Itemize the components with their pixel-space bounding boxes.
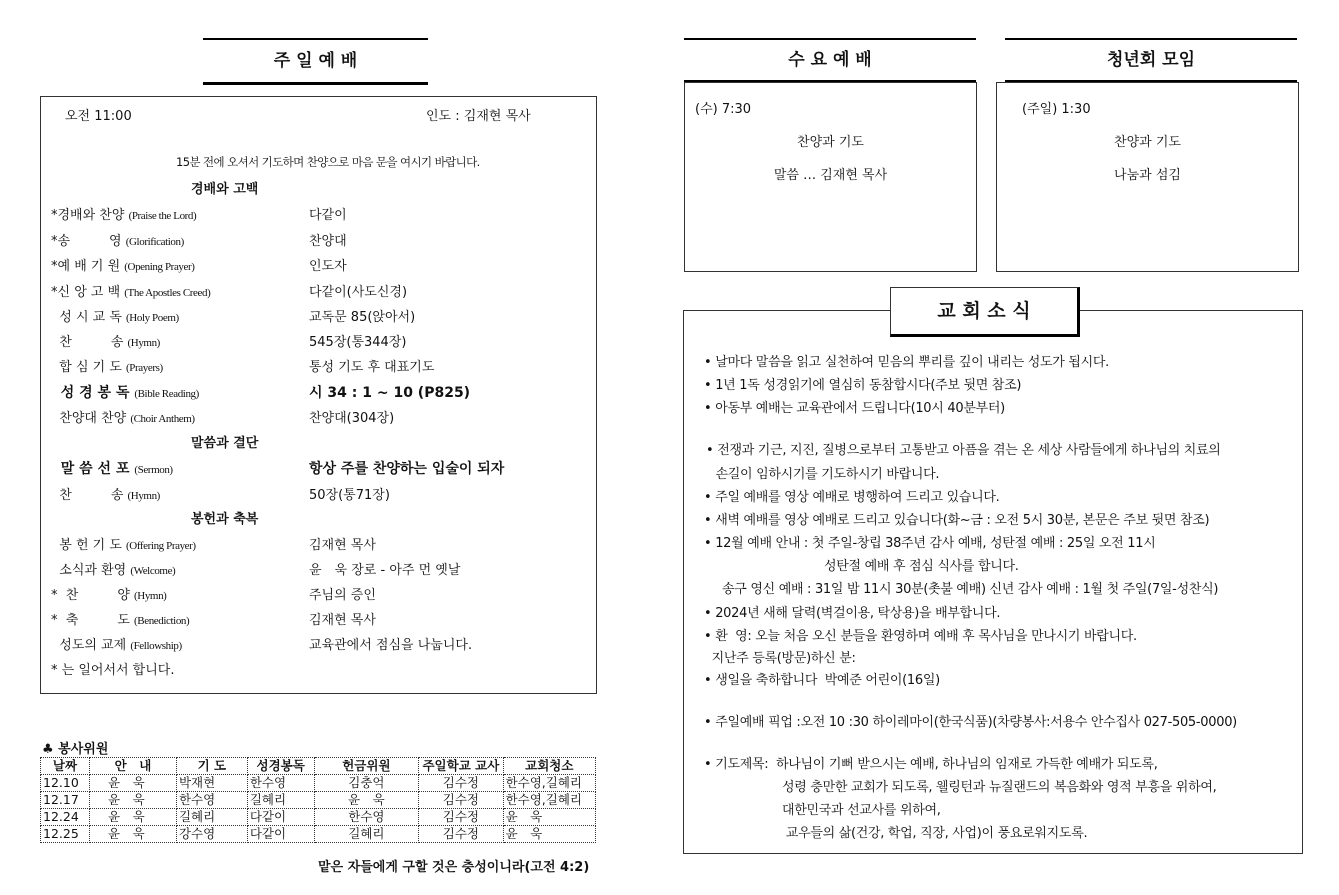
table-cell: 윤 욱 [90, 809, 177, 826]
item-name-english: (Fellowship) [130, 640, 182, 652]
item-name-korean: 봉 헌 기 도 [51, 538, 127, 553]
column-header: 날짜 [41, 758, 90, 775]
news-item: • 날마다 말씀을 읽고 실천하여 믿음의 뿌리를 깊이 내리는 성도가 됩시다. [704, 355, 1110, 370]
item-label [51, 559, 175, 578]
worship-leader: 인도 : 김재현 목사 [426, 109, 531, 124]
table-cell: 다같이 [247, 809, 314, 826]
youth-line: 찬양과 기도 [1114, 135, 1181, 150]
table-cell: 윤 욱 [90, 775, 177, 792]
item-name-korean: *예 배 기 원 [51, 259, 125, 274]
news-item: • 주일예배 픽업 :오전 10 :30 하이레마이(한국식품)(차량봉사:서용수 안수집사 027-505-0000) [704, 715, 1237, 730]
item-value: 다같이 [309, 208, 347, 223]
item-label [51, 534, 196, 553]
item-label [51, 281, 210, 300]
item-label [51, 609, 189, 628]
church-news-box [683, 310, 1303, 854]
item-value: 김재현 목사 [309, 538, 376, 553]
youth-meeting-title: 청년회 모임 [1005, 38, 1297, 83]
item-value: 김재현 목사 [309, 613, 376, 628]
table-cell: 강수영 [176, 826, 247, 843]
table-cell: 윤 욱 [503, 809, 595, 826]
item-value: 50장(통71장) [309, 488, 390, 503]
worship-notice: 15분 전에 오셔서 기도하며 찬양으로 마음 문을 여시기 바랍니다. [176, 155, 480, 169]
table-cell: 한수영 [247, 775, 314, 792]
item-label [51, 306, 179, 325]
table-cell: 김수정 [419, 809, 503, 826]
section-heading: 경배와 고백 [191, 182, 259, 197]
bible-verse: 맡은 자들에게 구할 것은 충성이니라(고전 4:2) [318, 860, 590, 875]
item-label [51, 382, 199, 402]
table-cell: 김수정 [419, 792, 503, 809]
item-name-korean: * 찬 양 [51, 588, 135, 603]
table-cell: 12.17 [41, 792, 90, 809]
item-name-korean: * 축 도 [51, 613, 135, 628]
item-name-english: (Hymn) [127, 490, 160, 502]
table-cell: 길혜리 [176, 809, 247, 826]
news-item: • 전쟁과 기근, 지진, 질병으로부터 고통받고 아픔을 겪는 온 세상 사람들에게 하나님의 치료의 [706, 443, 1221, 458]
youth-line: 나눔과 섬김 [1114, 168, 1181, 183]
item-value: 교독문 85(앉아서) [309, 310, 416, 325]
news-item: 성령 충만한 교회가 되도록, 웰링턴과 뉴질랜드의 복음화와 영적 부흥을 위하여, [782, 780, 1217, 795]
service-committee-title: ♣ 봉사위원 [42, 742, 109, 757]
table-cell: 한수영 [314, 809, 419, 826]
item-name-korean: 합 심 기 도 [51, 360, 127, 375]
item-name-korean: *경배와 찬양 [51, 208, 129, 223]
column-header: 성경봉독 [247, 758, 314, 775]
wednesday-line: 찬양과 기도 [797, 135, 864, 150]
item-name-english: (Offering Prayer) [126, 540, 196, 552]
table-row [41, 809, 596, 826]
news-item: 대한민국과 선교사를 위하여, [782, 803, 941, 818]
item-label [51, 230, 184, 249]
table-cell: 한수영 [176, 792, 247, 809]
item-value: 찬양대(304장) [309, 411, 395, 426]
column-header: 안 내 [90, 758, 177, 775]
item-label [51, 634, 182, 653]
news-item: • 생일을 축하합니다 박예준 어린이(16일) [704, 673, 940, 688]
item-value: 다같이(사도신경) [309, 285, 408, 300]
news-item: 성탄절 예배 후 점심 식사를 합니다. [824, 559, 1019, 574]
item-name-english: (Holy Poem) [126, 312, 179, 324]
item-label [51, 584, 166, 603]
service-committee-table [40, 757, 596, 843]
item-name-english: (Prayers) [126, 362, 163, 374]
news-item: • 환 영: 오늘 처음 오신 분들을 환영하며 예배 후 목사님을 만나시기 바랍니다. [704, 629, 1137, 644]
item-label [51, 407, 195, 426]
table-cell: 12.24 [41, 809, 90, 826]
news-item: 지난주 등록(방문)하신 분: [704, 651, 856, 666]
item-name-korean: 찬양대 찬양 [51, 411, 131, 426]
news-item: • 1년 1독 성경읽기에 열심히 동참합시다(주보 뒷면 참조) [704, 378, 1022, 393]
wednesday-line: 말씀 … 김재현 목사 [773, 168, 888, 183]
column-header: 교회청소 [503, 758, 595, 775]
church-news-title: 교 회 소 식 [890, 287, 1080, 337]
news-item: • 아동부 예배는 교육관에서 드립니다(10시 40분부터) [704, 401, 1005, 416]
table-cell: 한수영,길혜리 [503, 775, 595, 792]
table-cell: 길혜리 [247, 792, 314, 809]
table-row [41, 826, 596, 843]
section-heading: 봉헌과 축복 [191, 512, 259, 527]
item-name-english: (Sermon) [134, 464, 173, 476]
youth-time: (주일) 1:30 [1022, 102, 1091, 117]
column-header: 헌금위원 [314, 758, 419, 775]
table-cell: 김수정 [419, 775, 503, 792]
item-label [51, 331, 160, 350]
table-cell: 윤 욱 [314, 792, 419, 809]
table-row [41, 792, 596, 809]
item-name-english: (Hymn) [134, 590, 167, 602]
section-heading: 말씀과 결단 [191, 436, 259, 451]
table-header-row [41, 758, 596, 775]
wednesday-worship-title: 수 요 예 배 [684, 38, 976, 83]
item-value: 545장(통344장) [309, 335, 407, 350]
item-name-english: (Welcome) [130, 565, 176, 577]
item-name-korean: *송 영 [51, 234, 126, 249]
item-name-korean: 소식과 환영 [51, 563, 131, 578]
item-value: 교육관에서 점심을 나눕니다. [309, 638, 473, 653]
item-name-english: (Opening Prayer) [124, 261, 195, 273]
item-value: 찬양대 [309, 234, 347, 249]
item-value: 주님의 증인 [309, 588, 376, 603]
item-value: 윤 욱 장로 - 아주 먼 옛날 [309, 563, 461, 578]
item-name-korean: 성 시 교 독 [51, 310, 127, 325]
table-cell: 김수정 [419, 826, 503, 843]
item-name-english: (Benediction) [134, 615, 190, 627]
wednesday-worship-box [684, 82, 977, 272]
news-item: • 기도제목: 하나님이 기뻐 받으시는 예배, 하나님의 임재로 가득한 예배가 되도록, [704, 757, 1158, 772]
item-name-korean: 성도의 교제 [51, 638, 131, 653]
item-name-korean: *신 앙 고 백 [51, 285, 125, 300]
table-cell: 박재현 [176, 775, 247, 792]
table-cell: 12.10 [41, 775, 90, 792]
item-label [51, 204, 196, 223]
table-cell: 윤 욱 [90, 826, 177, 843]
column-header: 주일학교 교사 [419, 758, 503, 775]
item-name-korean: 말 씀 선 포 [51, 461, 135, 477]
item-name-english: (Choir Anthem) [130, 413, 195, 425]
item-label [51, 356, 163, 375]
news-item: 송구 영신 예배 : 31일 밤 11시 30분(촛불 예배) 신년 감사 예배 : 1월 첫 주일(7일-성찬식) [722, 582, 1219, 597]
table-cell: 길혜리 [314, 826, 419, 843]
item-name-korean: 찬 송 [51, 335, 128, 350]
sunday-worship-title: 주 일 예 배 [203, 38, 428, 85]
table-cell: 다같이 [247, 826, 314, 843]
standing-footnote: * 는 일어서서 합니다. [51, 663, 175, 678]
column-header: 기 도 [176, 758, 247, 775]
table-cell: 한수영,길혜리 [503, 792, 595, 809]
item-label [51, 458, 173, 478]
item-name-korean: 찬 송 [51, 488, 128, 503]
item-name-english: (Hymn) [127, 337, 160, 349]
table-cell: 윤 욱 [503, 826, 595, 843]
sunday-worship-order [40, 96, 597, 694]
worship-time: 오전 11:00 [65, 109, 132, 124]
news-item: • 12월 예배 안내 : 첫 주일-창립 38주년 감사 예배, 성탄절 예배 : 25일 오전 11시 [704, 536, 1156, 551]
item-label [51, 255, 195, 274]
youth-meeting-box [996, 82, 1299, 272]
wednesday-time: (수) 7:30 [695, 102, 752, 117]
table-row [41, 775, 596, 792]
item-label [51, 484, 160, 503]
news-item: • 2024년 새해 달력(벽걸이용, 탁상용)을 배부합니다. [704, 606, 1001, 621]
item-name-english: (Glorification) [125, 236, 184, 248]
item-name-english: (The Apostles Creed) [124, 287, 211, 299]
item-name-korean: 성 경 봉 독 [51, 385, 135, 401]
item-value: 시 34 : 1 ~ 10 (P825) [309, 385, 471, 401]
item-value: 통성 기도 후 대표기도 [309, 360, 435, 375]
table-cell: 김충억 [314, 775, 419, 792]
news-item: • 새벽 예배를 영상 예배로 드리고 있습니다(화~금 : 오전 5시 30분, 본문은 주보 뒷면 참조) [704, 513, 1210, 528]
item-value: 항상 주를 찬양하는 입술이 되자 [309, 461, 505, 477]
table-cell: 12.25 [41, 826, 90, 843]
news-item: 교우들의 삶(건강, 학업, 직장, 사업)이 풍요로워지도록. [782, 826, 1088, 841]
news-item: • 주일 예배를 영상 예배로 병행하여 드리고 있습니다. [704, 490, 1000, 505]
news-item: 손길이 임하시기를 기도하시기 바랍니다. [704, 467, 940, 482]
item-name-english: (Bible Reading) [134, 388, 199, 400]
item-value: 인도자 [309, 259, 347, 274]
item-name-english: (Praise the Lord) [128, 210, 197, 222]
table-cell: 윤 욱 [90, 792, 177, 809]
